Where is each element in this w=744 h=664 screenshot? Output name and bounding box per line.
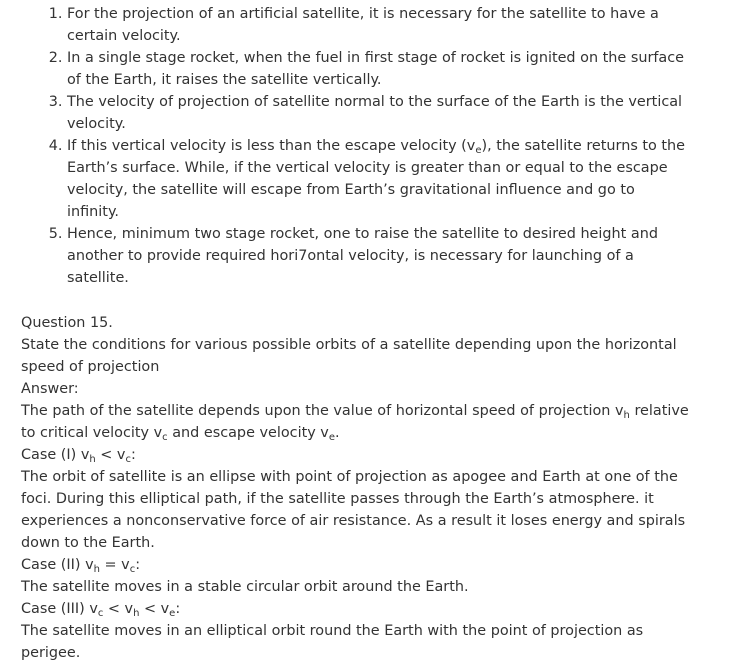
case3-heading-text: : <box>175 601 181 617</box>
list-item <box>67 91 687 135</box>
case1-heading-text: : <box>130 447 136 463</box>
question-label: Question 15. <box>21 315 113 331</box>
step-text: The velocity of projection of satellite normal to the surface of the Earth is the vertical velocity. <box>67 94 683 132</box>
case2-text: The satellite moves in a stable circular orbit around the Earth. <box>21 579 469 595</box>
answer-label: Answer: <box>21 381 79 397</box>
case2-heading-text: Case (II) v <box>21 557 94 573</box>
intro-text-1: The path of the satellite depends upon the value of horizontal speed of projection v <box>21 403 624 419</box>
list-item <box>67 3 687 47</box>
case1-heading-text: Case (I) v <box>21 447 90 463</box>
intro-text-3: and escape velocity v <box>167 425 329 441</box>
case3-text: The satellite moves in an elliptical orbit round the Earth with the point of projection as perigee. <box>21 623 644 661</box>
answer-intro <box>21 400 689 444</box>
case2-heading <box>21 554 689 576</box>
subscript: e <box>328 432 335 443</box>
case2-heading-text: : <box>135 557 141 573</box>
step-text: In a single stage rocket, when the fuel in first stage of rocket is ignited on the surface of the Earth, it raises the satellite vertically. <box>67 50 685 88</box>
case3-heading-text: < v <box>139 601 170 617</box>
step-text: For the projection of an artificial satellite, it is necessary for the satellite to have a certain velocity. <box>67 6 659 44</box>
intro-text-4: . <box>334 425 340 441</box>
case3-heading-text: Case (III) v <box>21 601 98 617</box>
case3-heading-text: < v <box>103 601 134 617</box>
step-text-pre: If this vertical velocity is less than the escape velocity (v <box>67 138 476 154</box>
case2-heading-text: = v <box>99 557 130 573</box>
subscript: h <box>623 410 630 421</box>
case1-heading-text: < v <box>95 447 126 463</box>
question-text: State the conditions for various possible orbits of a satellite depending upon the horizontal speed of projection <box>21 337 677 375</box>
case3-heading <box>21 598 689 620</box>
list-item <box>67 223 687 289</box>
list-item <box>67 47 687 91</box>
list-item <box>67 135 687 223</box>
launch-steps-list <box>0 0 687 289</box>
subscript: c <box>129 564 136 575</box>
subscript: h <box>89 454 96 465</box>
subscript: h <box>93 564 100 575</box>
case1-text: The orbit of satellite is an ellipse with point of projection as apogee and Earth at one of the foci. During this elliptical path, if the satellite passes through the Earth’s atmosphere. it experiences a nonconservative force of air resistance. As a result it loses energy and spirals down to the Earth. <box>21 469 686 551</box>
subscript: c <box>125 454 131 465</box>
subscript: c <box>97 608 104 619</box>
subscript: e <box>169 608 176 619</box>
subscript: c <box>162 432 168 443</box>
case1-heading <box>21 444 689 466</box>
step-text-post: ), the satellite returns to the Earth’s surface. While, if the vertical velocity is greater than or equal to the escape velocity, the satellite will escape from Earth’s gravitational influence and go to infinity. <box>67 138 686 220</box>
intro-text-2: relative to critical velocity v <box>21 403 689 441</box>
subscript: h <box>133 608 140 619</box>
step-text: Hence, minimum two stage rocket, one to raise the satellite to desired height and another to provide required hori7ontal velocity, is necessary for launching of a satellite. <box>67 226 658 286</box>
question-block <box>0 289 689 664</box>
subscript: e <box>475 145 482 156</box>
